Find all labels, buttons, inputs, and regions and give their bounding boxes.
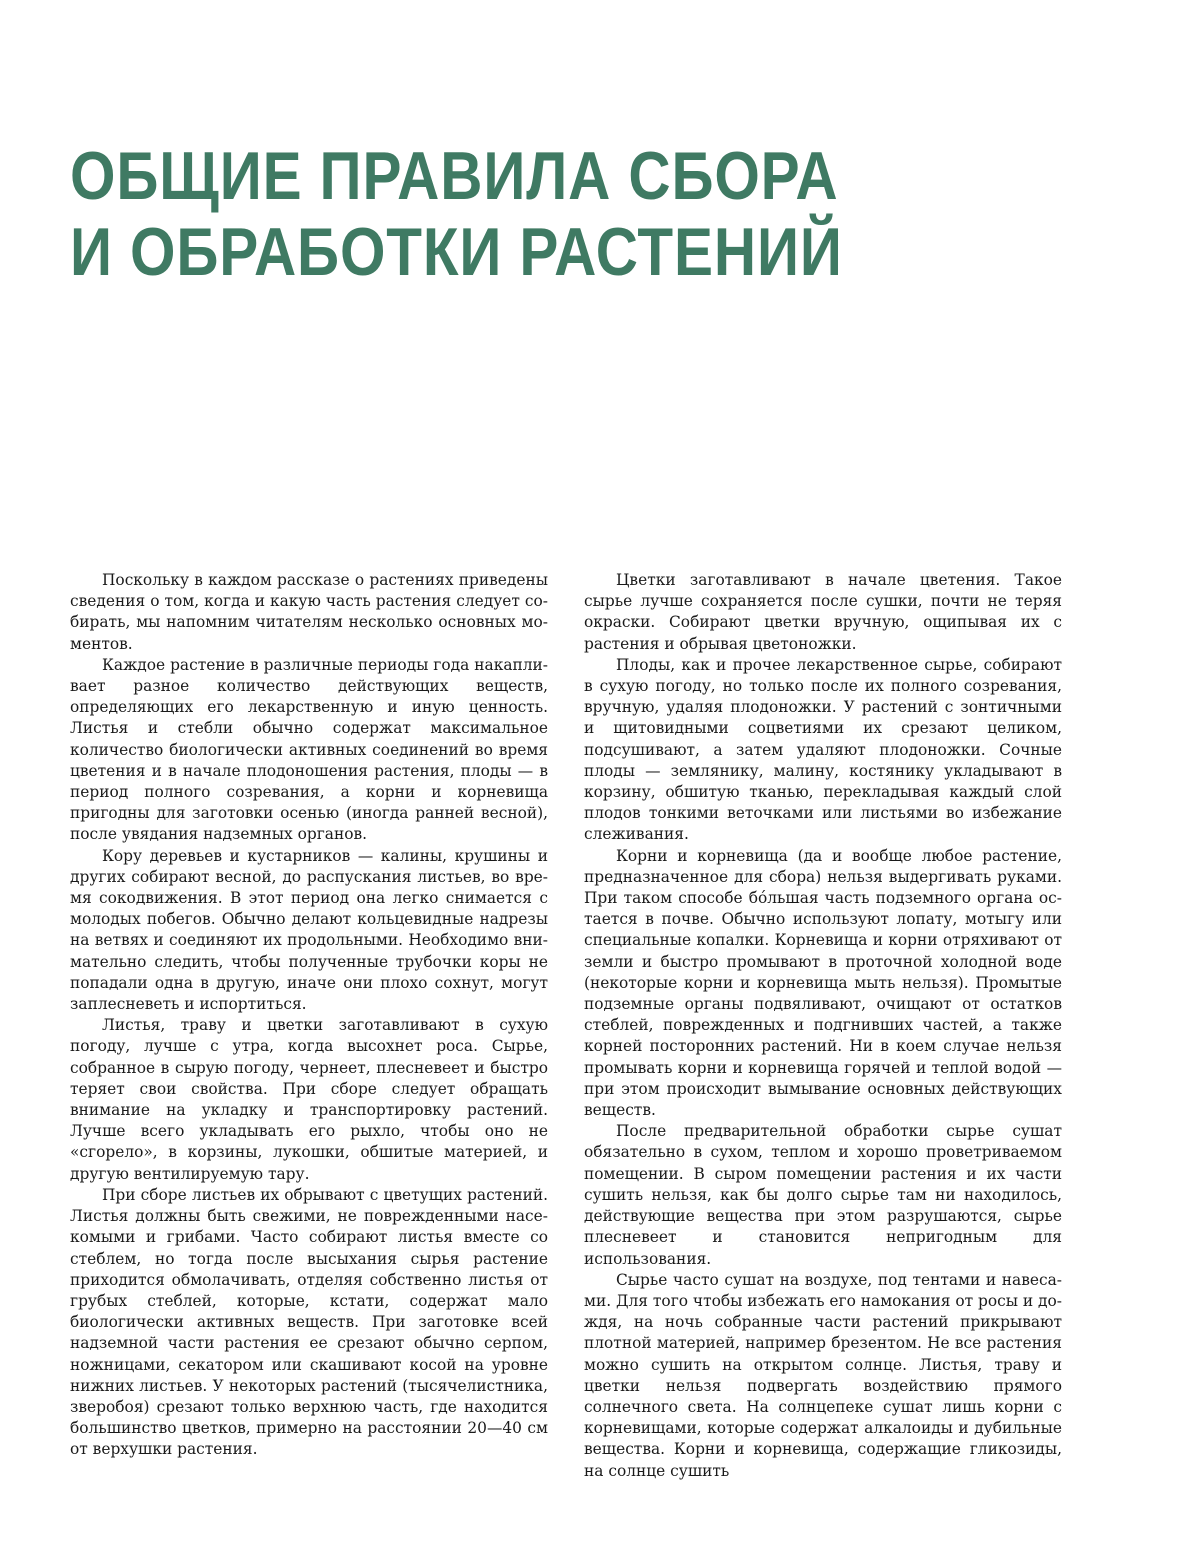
paragraph: При сборе листьев их обрывают с цветущих растений. Листья должны быть свежими, не поврежденными насекомыми и грибами. Часто собирают листья вместе со стеблем, но тогда после высыхания сырья растение приходится обмолачивать, отделяя собственно листья от грубых стеблей, которые, кстати, содержат мало биологически активных веществ. При заготовке всей надземной части растения ее срезают обычно серпом, ножницами, секатором или скашивают косой на уровне нижних листьев. У некоторых растений (тысячелистника, зверобоя) срезают только верхнюю часть, где находится большинство цветков, примерно на расстоянии 20—40 см от верхушки растения. [70, 1185, 548, 1459]
paragraph: Каждое растение в различные периоды года накапливает разное количество действующих веществ, определяющих его лекарственную и иную ценность. Листья и стебли обычно содержат максимальное количество биологически активных соединений во время цветения и в начале плодоношения растения, плоды — в период полного созревания, а корни и корневища пригодны для заготовки осенью (иногда ранней весной), после увядания надземных органов. [70, 655, 548, 844]
left-text-column [70, 570, 548, 1461]
paragraph: Кору деревьев и кустарников — калины, крушины и других собирают весной, до распускания листьев, во время сокодвижения. В этот период она легко снимается с молодых побегов. Обычно делают кольцевидные надрезы на ветвях и соединяют их продольными. Необходимо внимательно следить, чтобы полученные трубочки коры не попадали одна в другую, иначе они плохо сохнут, могут заплесневеть и испортиться. [70, 846, 548, 1014]
paragraph: Цветки заготавливают в начале цветения. Такое сырье лучше сохраняется после сушки, почти не теряя окраски. Собирают цветки вручную, ощипывая их с растения и обрывая цветоножки. [584, 571, 1062, 653]
paragraph: Корни и корневища (да и вообще любое растение, предназначенное для сбора) нельзя выдергивать руками. При таком способе бо́льшая часть подземного органа остается в почве. Обычно используют лопату, мотыгу или специальные копалки. Корневища и корни отряхивают от земли и быстро промывают в проточной холодной воде (некоторые корни и корневища мыть нельзя). Промытые подземные органы подвяливают, очищают от остатков стеблей, поврежденных и подгнивших частей, а также корней посторонних растений. Ни в коем случае нельзя промывать корни и корневища горячей и теплой водой — при этом происходит вымывание основных действующих веществ. [584, 846, 1062, 1120]
paragraph: Сырье часто сушат на воздухе, под тентами и навесами. Для того чтобы избежать его намокания от росы и дождя, на ночь собранные части растений прикрывают плотной материей, например брезентом. Не все растения можно сушить на открытом солнце. Листья, траву и цветки нельзя подвергать воздействию прямого солнечного света. На солнцепеке сушат лишь корни с корневищами, которые содержат алкалоиды и дубильные вещества. Корни и корневища, содержащие гликозиды, на солнце сушить [584, 1270, 1062, 1480]
paragraph: После предварительной обработки сырье сушат обязательно в сухом, теплом и хорошо проветриваемом помещении. В сыром помещении растения и их части сушить нельзя, как бы долго сырье там ни находилось, действующие вещества при этом разрушаются, сырье плесневеет и становится непригодным для использования. [584, 1122, 1062, 1268]
page-title [70, 138, 930, 290]
paragraph: Плоды, как и прочее лекарственное сырье, собирают в сухую погоду, но только после их полного созревания, вручную, удаляя плодоножки. У растений с зонтичными и щитовидными соцветиями их срезают целиком, подсушивают, а затем удаляют плодоножки. Сочные плоды — землянику, малину, костянику укладывают в корзину, обшитую тканью, перекладывая каждый слой плодов тонкими веточками или листьями во избежание слеживания. [584, 655, 1062, 844]
title-line-2: И ОБРАБОТКИ РАСТЕНИЙ [70, 214, 843, 290]
paragraph: Листья, траву и цветки заготавливают в сухую погоду, лучше с утра, когда высохнет роса. Сырье, собранное в сырую погоду, чернеет, плесневеет и быстро теряет свои свойства. При сборе следует обращать внимание на укладку и транспортировку растений. Лучше всего укладывать его рыхло, чтобы оно не «сгорело», в корзины, лукошки, обшитые материей, и другую вентилируемую тару. [70, 1016, 548, 1183]
right-text-column [584, 570, 1062, 1482]
paragraph: Поскольку в каждом рассказе о растениях приведены сведения о том, когда и какую часть растения следует собирать, мы напомним читателям несколько основных моментов. [70, 571, 548, 653]
title-line-1: ОБЩИЕ ПРАВИЛА СБОРА [70, 138, 839, 214]
